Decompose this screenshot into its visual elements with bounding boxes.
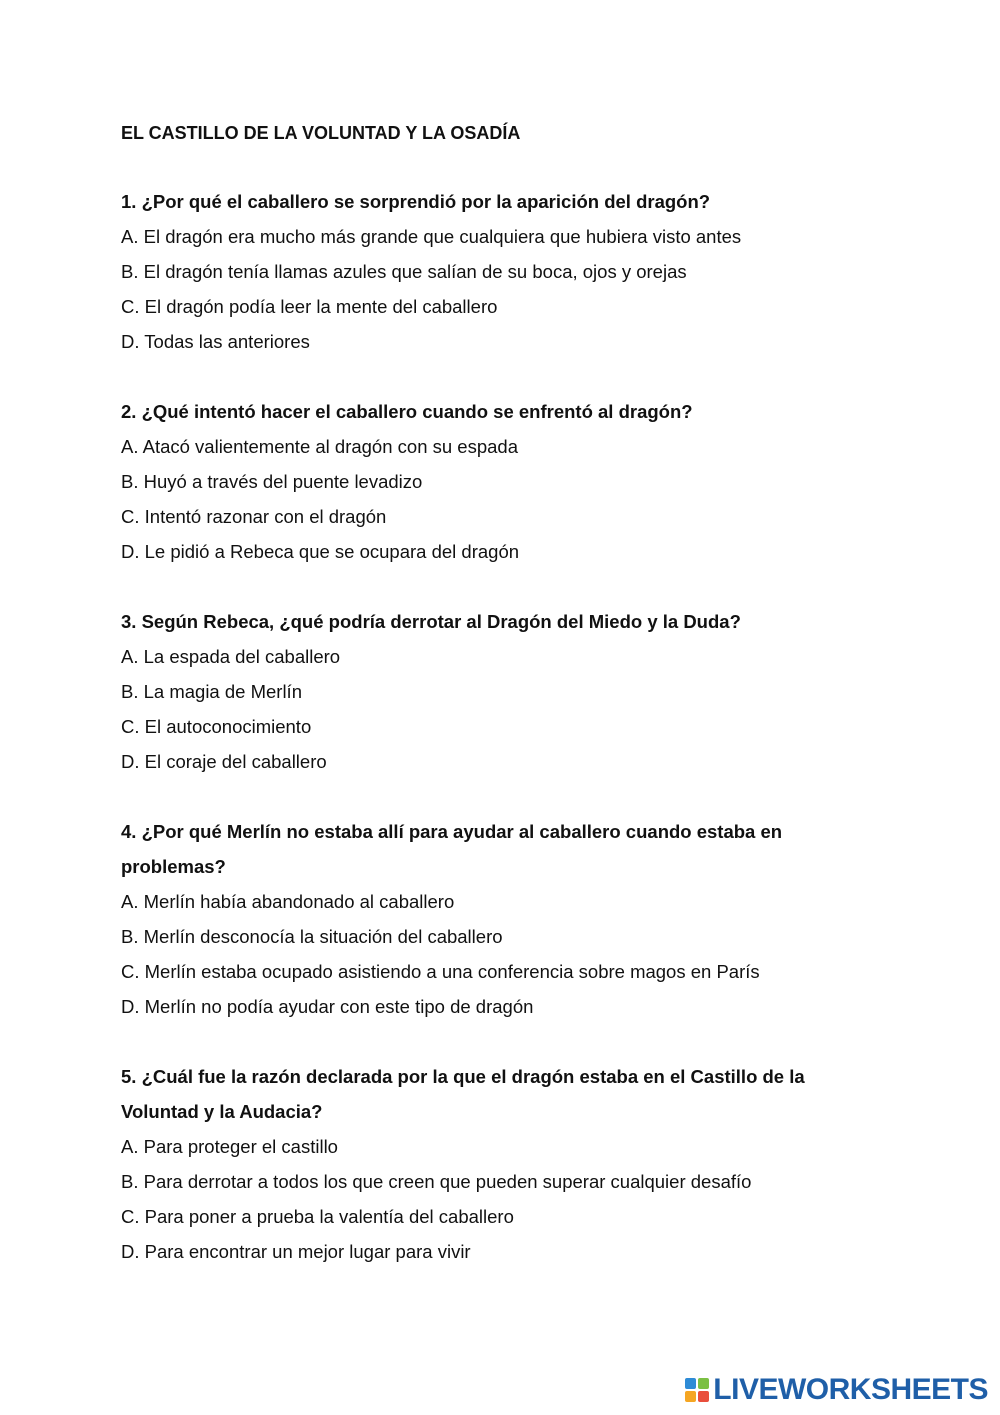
answer-option[interactable]: B. Huyó a través del puente levadizo — [121, 471, 423, 492]
mark-square — [698, 1391, 709, 1402]
logo-text: LIVEWORKSHEETS — [713, 1373, 988, 1406]
mark-square — [698, 1378, 709, 1389]
answer-option[interactable]: D. El coraje del caballero — [121, 751, 327, 772]
answer-option[interactable]: A. Merlín había abandonado al caballero — [121, 891, 455, 912]
mark-square — [685, 1378, 696, 1389]
answer-option[interactable]: C. El autoconocimiento — [121, 716, 312, 737]
answer-option[interactable]: D. Le pidió a Rebeca que se ocupara del dragón — [121, 541, 520, 562]
liveworksheets-logo — [685, 1373, 988, 1407]
question-4 — [121, 814, 881, 1024]
worksheet — [121, 116, 881, 1304]
answer-option[interactable]: B. La magia de Merlín — [121, 681, 302, 702]
question-text: 3. Según Rebeca, ¿qué podría derrotar al Dragón del Miedo y la Duda? — [121, 611, 741, 632]
answer-option[interactable]: D. Merlín no podía ayudar con este tipo de dragón — [121, 996, 534, 1017]
answer-option[interactable]: D. Todas las anteriores — [121, 331, 310, 352]
answer-option[interactable]: A. Atacó valientemente al dragón con su espada — [121, 436, 518, 457]
answer-option[interactable]: B. El dragón tenía llamas azules que salían de su boca, ojos y orejas — [121, 261, 687, 282]
answer-option[interactable]: C. El dragón podía leer la mente del caballero — [121, 296, 498, 317]
answer-option[interactable]: C. Merlín estaba ocupado asistiendo a una conferencia sobre magos en París — [121, 961, 760, 982]
worksheet-title: EL CASTILLO DE LA VOLUNTAD Y LA OSADÍA — [121, 123, 521, 143]
question-2 — [121, 394, 881, 569]
answer-option[interactable]: A. El dragón era mucho más grande que cualquiera que hubiera visto antes — [121, 226, 742, 247]
question-text: 1. ¿Por qué el caballero se sorprendió por la aparición del dragón? — [121, 191, 711, 212]
answer-option[interactable]: A. Para proteger el castillo — [121, 1136, 338, 1157]
mark-square — [685, 1391, 696, 1402]
answer-option[interactable]: D. Para encontrar un mejor lugar para vivir — [121, 1241, 471, 1262]
answer-option[interactable]: B. Merlín desconocía la situación del caballero — [121, 926, 503, 947]
question-5 — [121, 1059, 881, 1269]
question-3 — [121, 604, 881, 779]
liveworksheets-mark-icon — [685, 1378, 709, 1402]
answer-option[interactable]: B. Para derrotar a todos los que creen que pueden superar cualquier desafío — [121, 1171, 752, 1192]
question-text: 4. ¿Por qué Merlín no estaba allí para ayudar al caballero cuando estaba en problemas? — [121, 821, 783, 877]
answer-option[interactable]: C. Intentó razonar con el dragón — [121, 506, 387, 527]
question-text: 2. ¿Qué intentó hacer el caballero cuando se enfrentó al dragón? — [121, 401, 693, 422]
answer-option[interactable]: A. La espada del caballero — [121, 646, 341, 667]
question-text: 5. ¿Cuál fue la razón declarada por la que el dragón estaba en el Castillo de la Voluntad y la Audacia? — [121, 1066, 805, 1122]
question-1 — [121, 184, 881, 359]
answer-option[interactable]: C. Para poner a prueba la valentía del caballero — [121, 1206, 514, 1227]
